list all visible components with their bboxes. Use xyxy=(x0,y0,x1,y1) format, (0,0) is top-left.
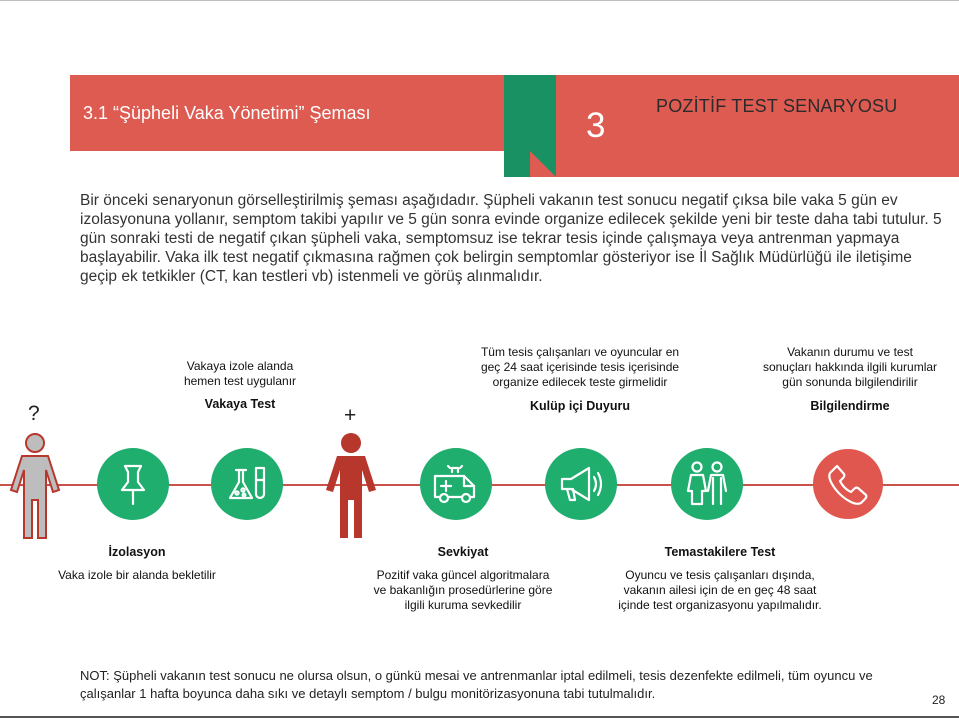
contact-test-step xyxy=(671,448,743,520)
plus-mark: + xyxy=(344,404,357,427)
isolation-desc-line: Vaka izole bir alanda bekletilir xyxy=(58,568,216,582)
transfer-desc-line: ilgili kuruma sevkedilir xyxy=(404,598,522,612)
contact-test-title: Temastakilere Test xyxy=(664,545,776,559)
pushpin-icon xyxy=(97,448,169,520)
phone-icon xyxy=(813,449,883,519)
transfer-title: Sevkiyat xyxy=(437,545,489,559)
contact-test-desc-line: vakanın ailesi için de en geç 48 saat xyxy=(623,583,817,597)
transfer-step xyxy=(420,448,492,520)
scenario-title: POZİTİF TEST SENARYOSU xyxy=(656,96,898,116)
contact-test-desc-line: içinde test organizasyonu yapılmalıdır. xyxy=(618,598,822,612)
section-banner xyxy=(70,75,959,177)
test-desc xyxy=(170,359,310,389)
positive-person-icon xyxy=(324,432,378,542)
note-paragraph: NOT: Şüpheli vakanın test sonucu ne olursa olsun, o günkü mesai ve antrenmanlar iptal edilmeli, tesis dezenfekte edilmeli, tüm oyuncu ve çalışanlar 1 hafta boyunca daha sıkı ve detaylı semptom / bulgu monitörizasyonuna tabi tutulmalıdır. xyxy=(80,668,873,701)
notification-desc-line: gün sonunda bilgilendirilir xyxy=(782,375,918,389)
isolation-desc xyxy=(27,568,247,583)
test-title: Vakaya Test xyxy=(204,397,276,411)
section-title: 3.1 “Şüpheli Vaka Yönetimi” Şeması xyxy=(83,103,371,123)
contact-test-desc-line: Oyuncu ve tesis çalışanları dışında, xyxy=(625,568,815,582)
suspect-person-icon xyxy=(8,432,62,542)
section-number: 3 xyxy=(586,106,606,145)
notification-step xyxy=(813,449,883,519)
isolation-title: İzolasyon xyxy=(108,545,166,559)
notification-title: Bilgilendirme xyxy=(810,399,890,413)
test-desc-line: Vakaya izole alanda xyxy=(186,359,294,373)
megaphone-icon xyxy=(545,448,617,520)
transfer-desc xyxy=(343,568,583,613)
contact-test-desc xyxy=(590,568,850,613)
test-desc-line: hemen test uygulanır xyxy=(183,374,297,388)
announcement-step xyxy=(545,448,617,520)
isolation-step xyxy=(97,448,169,520)
announcement-desc xyxy=(440,345,720,390)
lab-flasks-icon xyxy=(211,448,283,520)
announcement-title: Kulüp içi Duyuru xyxy=(530,399,630,413)
announcement-desc-line: organize edilecek teste girmelidir xyxy=(492,375,668,389)
notification-desc xyxy=(730,345,959,390)
intro-paragraph: Bir önceki senaryonun görselleştirilmiş şeması aşağıdadır. Şüpheli vakanın test sonucu negatif çıksa bile vaka 5 gün ev izolasyonuna yollanır, semptom takibi yapılır ve 5 gün sonra evinde organize edilecek şekilde yeni bir teste daha tabi tutulur. 5 gün sonraki testi de negatif çıkan şüpheli vaka, semptomsuz ise tekrar tesis içinde çalışmaya veya antrenman yapmaya başlayabilir. Vaka ilk test negatif çıkmasına rağmen çok belirgin semptomlar gösteriyor ise İl Sağlık Müdürlüğü ile iletişime geçip ek tetkikler (CT, kan testleri vb) istenmeli ve görüş alınmalıdır. xyxy=(80,192,942,285)
people-icon xyxy=(671,448,743,520)
banner-green-ribbon xyxy=(504,75,556,177)
banner-right-panel xyxy=(556,75,959,177)
transfer-desc-line: ve bakanlığın prosedürlerine göre xyxy=(373,583,553,597)
transfer-desc-line: Pozitif vaka güncel algoritmalara xyxy=(376,568,550,582)
announcement-desc-line: Tüm tesis çalışanları ve oyuncular en xyxy=(480,345,680,359)
test-step xyxy=(211,448,283,520)
notification-desc-line: sonuçları hakkında ilgili kurumlar xyxy=(762,360,938,374)
question-mark: ? xyxy=(28,402,40,425)
banner-left-panel xyxy=(70,75,504,151)
top-rule xyxy=(0,0,959,1)
notification-desc-line: Vakanın durumu ve test xyxy=(787,345,913,359)
page-number: 28 xyxy=(932,693,946,707)
announcement-desc-line: geç 24 saat içerisinde tesis içerisinde xyxy=(480,360,680,374)
ambulance-icon xyxy=(420,448,492,520)
